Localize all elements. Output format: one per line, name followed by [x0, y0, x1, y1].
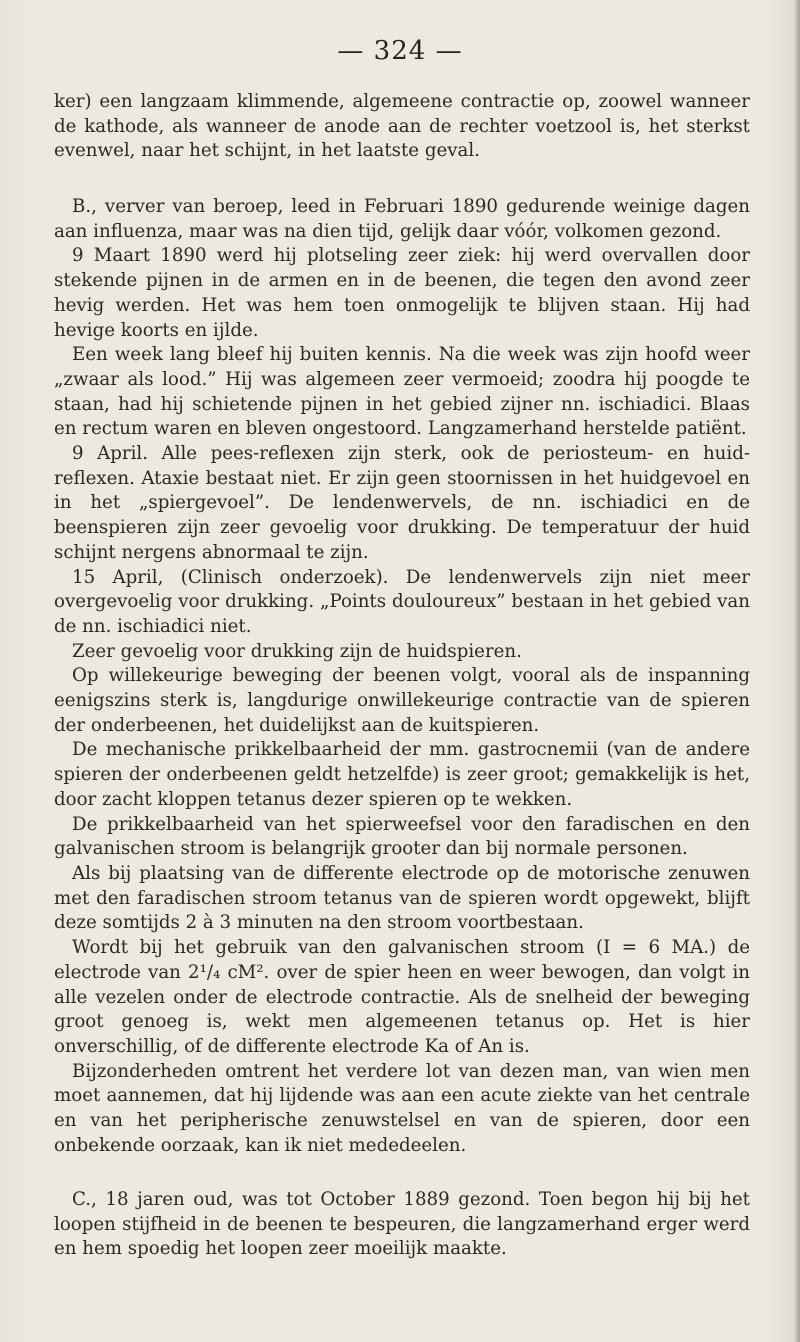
text-block-case-b [54, 195, 750, 1158]
page-edge-shadow [794, 0, 800, 1342]
paragraph: Als bij plaatsing van de differente electrode op de motorische zenuwen met den faradischen stroom tetanus van de spieren wordt opgewekt, blijft deze somtijds 2 à 3 minuten na den stroom voortbestaan. [54, 862, 750, 934]
text-block-top [54, 90, 750, 164]
paragraph: Wordt bij het gebruik van den galvanischen stroom (I = 6 MA.) de electrode van 2¹/₄ cM². over de spier heen en weer bewogen, dan volgt in alle vezelen onder de electrode contractie. Als de snelheid der beweging groot genoeg is, wekt men algemeenen tetanus op. Het is hier onverschillig, of de differente electrode Ka of An is. [54, 937, 750, 1057]
paragraph: 9 April. Alle pees-reflexen zijn sterk, ook de periosteum- en huid-reflexen. Ataxie bestaat niet. Er zijn geen stoornissen in het huidgevoel en in het „spiergevoel”. De lendenwervels, de nn. ischiadici en de beenspieren zijn zeer gevoelig voor drukking. De temperatuur der huid schijnt nergens abnormaal te zijn. [54, 443, 750, 563]
paragraph: B., verver van beroep, leed in Februari 1890 gedurende weinige dagen aan influenza, maar was na dien tijd, gelijk daar vóór, volkomen gezond. [54, 196, 750, 242]
paragraph: C., 18 jaren oud, was tot October 1889 gezond. Toen begon hij bij het loopen stijfheid in de beenen te bespeuren, die langzamerhand erger werd en hem spoedig het loopen zeer moeilijk maakte. [54, 1189, 750, 1260]
paragraph: Bijzonderheden omtrent het verdere lot van dezen man, van wien men moet aannemen, dat hij lijdende was aan een acute ziekte van het centrale en van het peripherische zenuwstelsel en van de spieren, door een onbekende oorzaak, kan ik niet mededeelen. [54, 1060, 750, 1156]
page-number: — 324 — [337, 36, 463, 66]
paragraph: 9 Maart 1890 werd hij plotseling zeer ziek: hij werd overvallen door stekende pijnen in de armen en in de beenen, die tegen den avond zeer hevig werden. Het was hem toen onmogelijk te blijven staan. Hij had hevige koorts en ijlde. [54, 245, 750, 341]
paragraph: 15 April, (Clinisch onderzoek). De lendenwervels zijn niet meer overgevoelig voor drukking. „Points douloureux” bestaan in het gebied van de nn. ischiadici niet. [54, 566, 750, 637]
paragraph: Een week lang bleef hij buiten kennis. Na die week was zijn hoofd weer „zwaar als lood.” Hij was algemeen zeer vermoeid; zoodra hij poogde te staan, had hij schietende pijnen in het gebied zijner nn. ischiadici. Blaas en rectum waren en bleven ongestoord. Langzamerhand herstelde patiënt. [54, 344, 750, 440]
paragraph: Zeer gevoelig voor drukking zijn de huidspieren. [72, 640, 522, 662]
paragraph: De prikkelbaarheid van het spierweefsel voor den faradischen en den galvanischen stroom is belangrijk grooter dan bij normale personen. [54, 813, 750, 860]
text-block-case-c [54, 1188, 750, 1262]
paragraph: ker) een langzaam klimmende, algemeene contractie op, zoowel wanneer de kathode, als wanneer de anode aan de rechter voetzool is, het sterkst evenwel, naar het schijnt, in het laatste geval. [54, 91, 750, 162]
paragraph: Op willekeurige beweging der beenen volgt, vooral als de inspanning eenigszins sterk is, langdurige onwillekeurige contractie van de spieren der onderbeenen, het duidelijkst aan de kuitspieren. [54, 665, 750, 736]
paragraph: De mechanische prikkelbaarheid der mm. gastrocnemii (van de andere spieren der onderbeenen geldt hetzelfde) is zeer groot; gemakkelijk is het, door zacht kloppen tetanus dezer spieren op te wekken. [54, 739, 750, 810]
